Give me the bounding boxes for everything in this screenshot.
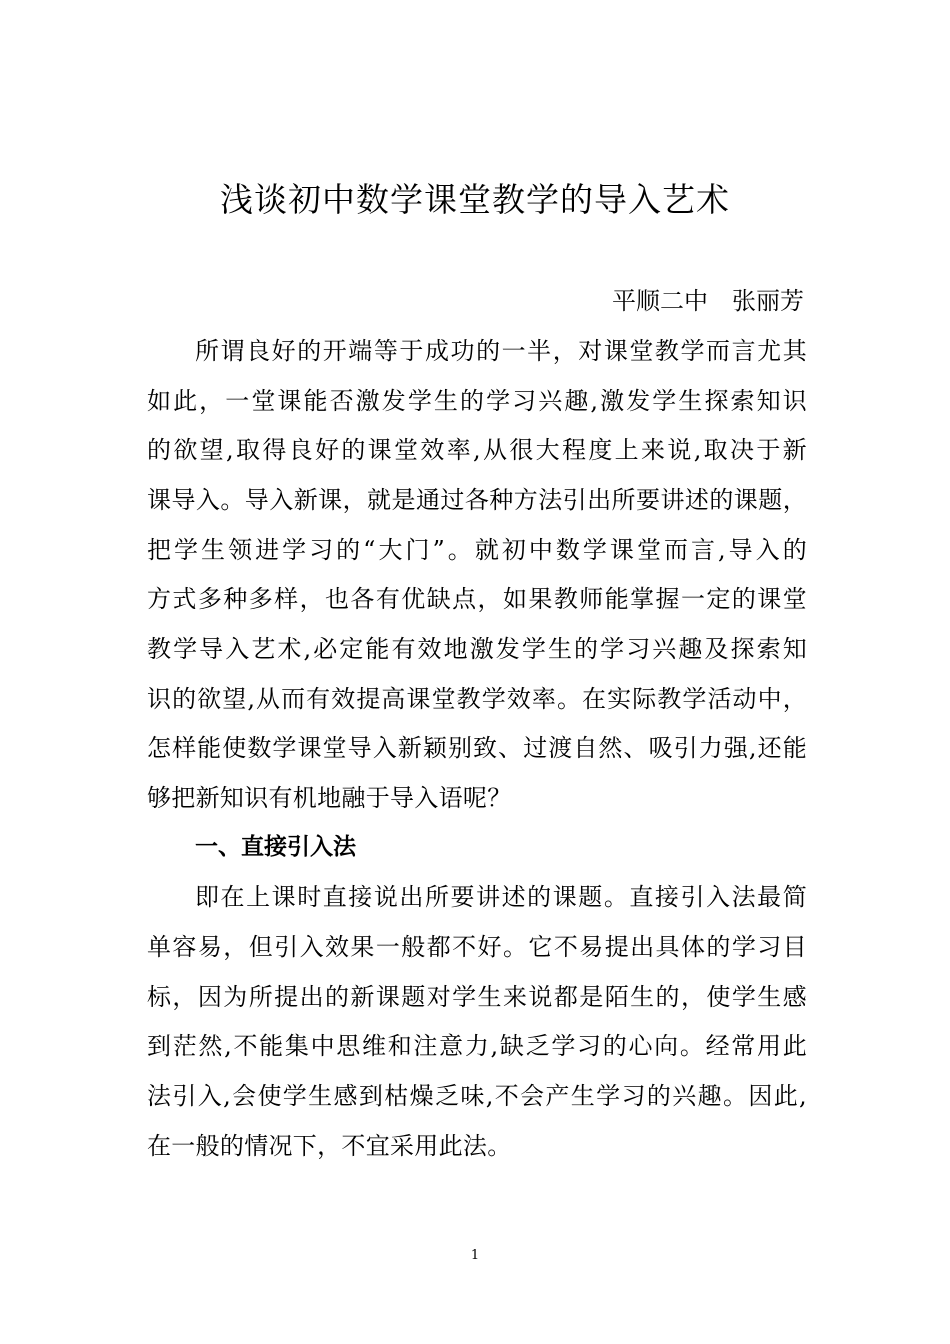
text-line: 课导入。导入新课，就是通过各种方法引出所要讲述的课题，: [147, 486, 807, 514]
text-line: 如此，一堂课能否激发学生的学习兴趣,激发学生探索知识: [147, 387, 807, 415]
text-line: 即在上课时直接说出所要讲述的课题。直接引入法最简: [195, 883, 807, 911]
text-line: 的欲望,取得良好的课堂效率,从很大程度上来说,取决于新: [147, 436, 807, 464]
section-heading: 一、直接引入法: [195, 834, 356, 860]
text-line: 所谓良好的开端等于成功的一半，对课堂教学而言尤其: [195, 337, 807, 365]
author-line: 平顺二中 张丽芳: [612, 287, 804, 315]
text-line: 标，因为所提出的新课题对学生来说都是陌生的，使学生感: [147, 983, 807, 1011]
text-line: 到茫然,不能集中思维和注意力,缺乏学习的心向。经常用此: [147, 1032, 807, 1060]
text-line: 单容易，但引入效果一般都不好。它不易提出具体的学习目: [147, 933, 807, 961]
text-line: 把学生领进学习的“大门”。就初中数学课堂而言,导入的: [147, 536, 807, 564]
text-line: 法引入,会使学生感到枯燥乏味,不会产生学习的兴趣。因此,: [147, 1082, 807, 1110]
text-line: 怎样能使数学课堂导入新颖别致、过渡自然、吸引力强,还能: [147, 734, 807, 762]
text-line: 教学导入艺术,必定能有效地激发学生的学习兴趣及探索知: [147, 635, 807, 663]
page-number: 1: [470, 1248, 480, 1263]
document-title: 浅谈初中数学课堂教学的导入艺术: [220, 180, 730, 219]
text-line: 方式多种多样，也各有优缺点，如果教师能掌握一定的课堂: [147, 585, 807, 613]
text-line: 在一般的情况下，不宜采用此法。: [147, 1132, 512, 1160]
text-line: 够把新知识有机地融于导入语呢？: [147, 784, 512, 812]
text-line: 识的欲望,从而有效提高课堂教学效率。在实际教学活动中，: [147, 685, 807, 713]
